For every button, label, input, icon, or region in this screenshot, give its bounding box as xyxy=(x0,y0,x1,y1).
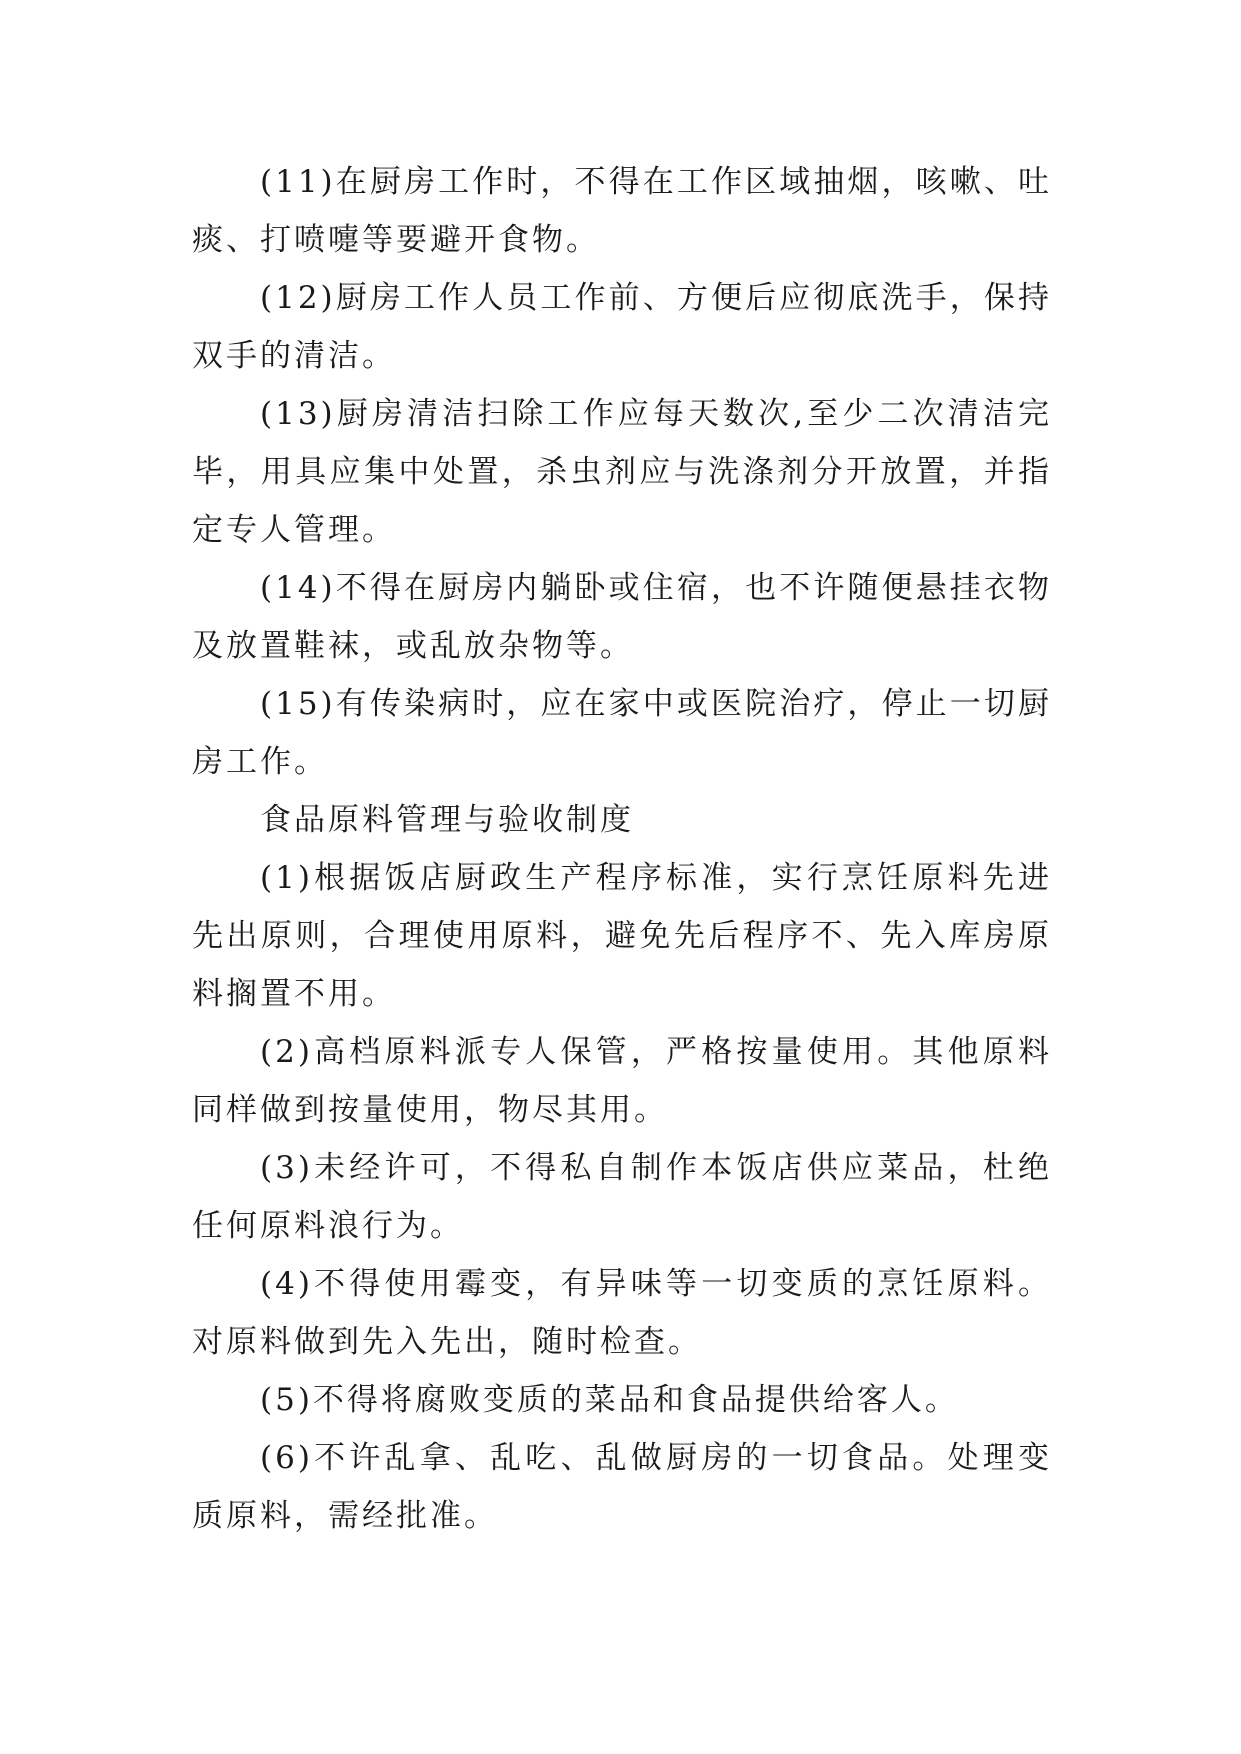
paragraph-5: (5)不得将腐败变质的菜品和食品提供给客人。 xyxy=(260,1382,959,1418)
paragraph-11: (11)在厨房工作时，不得在工作区域抽烟，咳嗽、吐痰、打喷嚏等要避开食物。 xyxy=(192,164,1052,258)
paragraph-2: (2)高档原料派专人保管，严格按量使用。其他原料同样做到按量使用，物尽其用。 xyxy=(192,1034,1052,1128)
paragraph-14: (14)不得在厨房内躺卧或住宿，也不许随便悬挂衣物及放置鞋袜，或乱放杂物等。 xyxy=(192,570,1052,664)
paragraph-1: (1)根据饭店厨政生产程序标准，实行烹饪原料先进先出原则，合理使用原料，避免先后程序不、先入库房原料搁置不用。 xyxy=(192,860,1052,1012)
paragraph-12: (12)厨房工作人员工作前、方便后应彻底洗手，保持双手的清洁。 xyxy=(192,280,1052,374)
paragraph-15: (15)有传染病时，应在家中或医院治疗，停止一切厨房工作。 xyxy=(192,686,1052,780)
paragraph-6: (6)不许乱拿、乱吃、乱做厨房的一切食品。处理变质原料，需经批准。 xyxy=(192,1440,1052,1534)
paragraph-3: (3)未经许可，不得私自制作本饭店供应菜品，杜绝任何原料浪行为。 xyxy=(192,1150,1052,1244)
paragraph-4: (4)不得使用霉变，有异味等一切变质的烹饪原料。对原料做到先入先出，随时检查。 xyxy=(192,1266,1052,1360)
section-heading: 食品原料管理与验收制度 xyxy=(260,802,634,838)
paragraph-13: (13)厨房清洁扫除工作应每天数次,至少二次清洁完毕，用具应集中处置，杀虫剂应与洗涤剂分开放置，并指定专人管理。 xyxy=(192,396,1052,548)
document-body xyxy=(192,153,1052,1545)
